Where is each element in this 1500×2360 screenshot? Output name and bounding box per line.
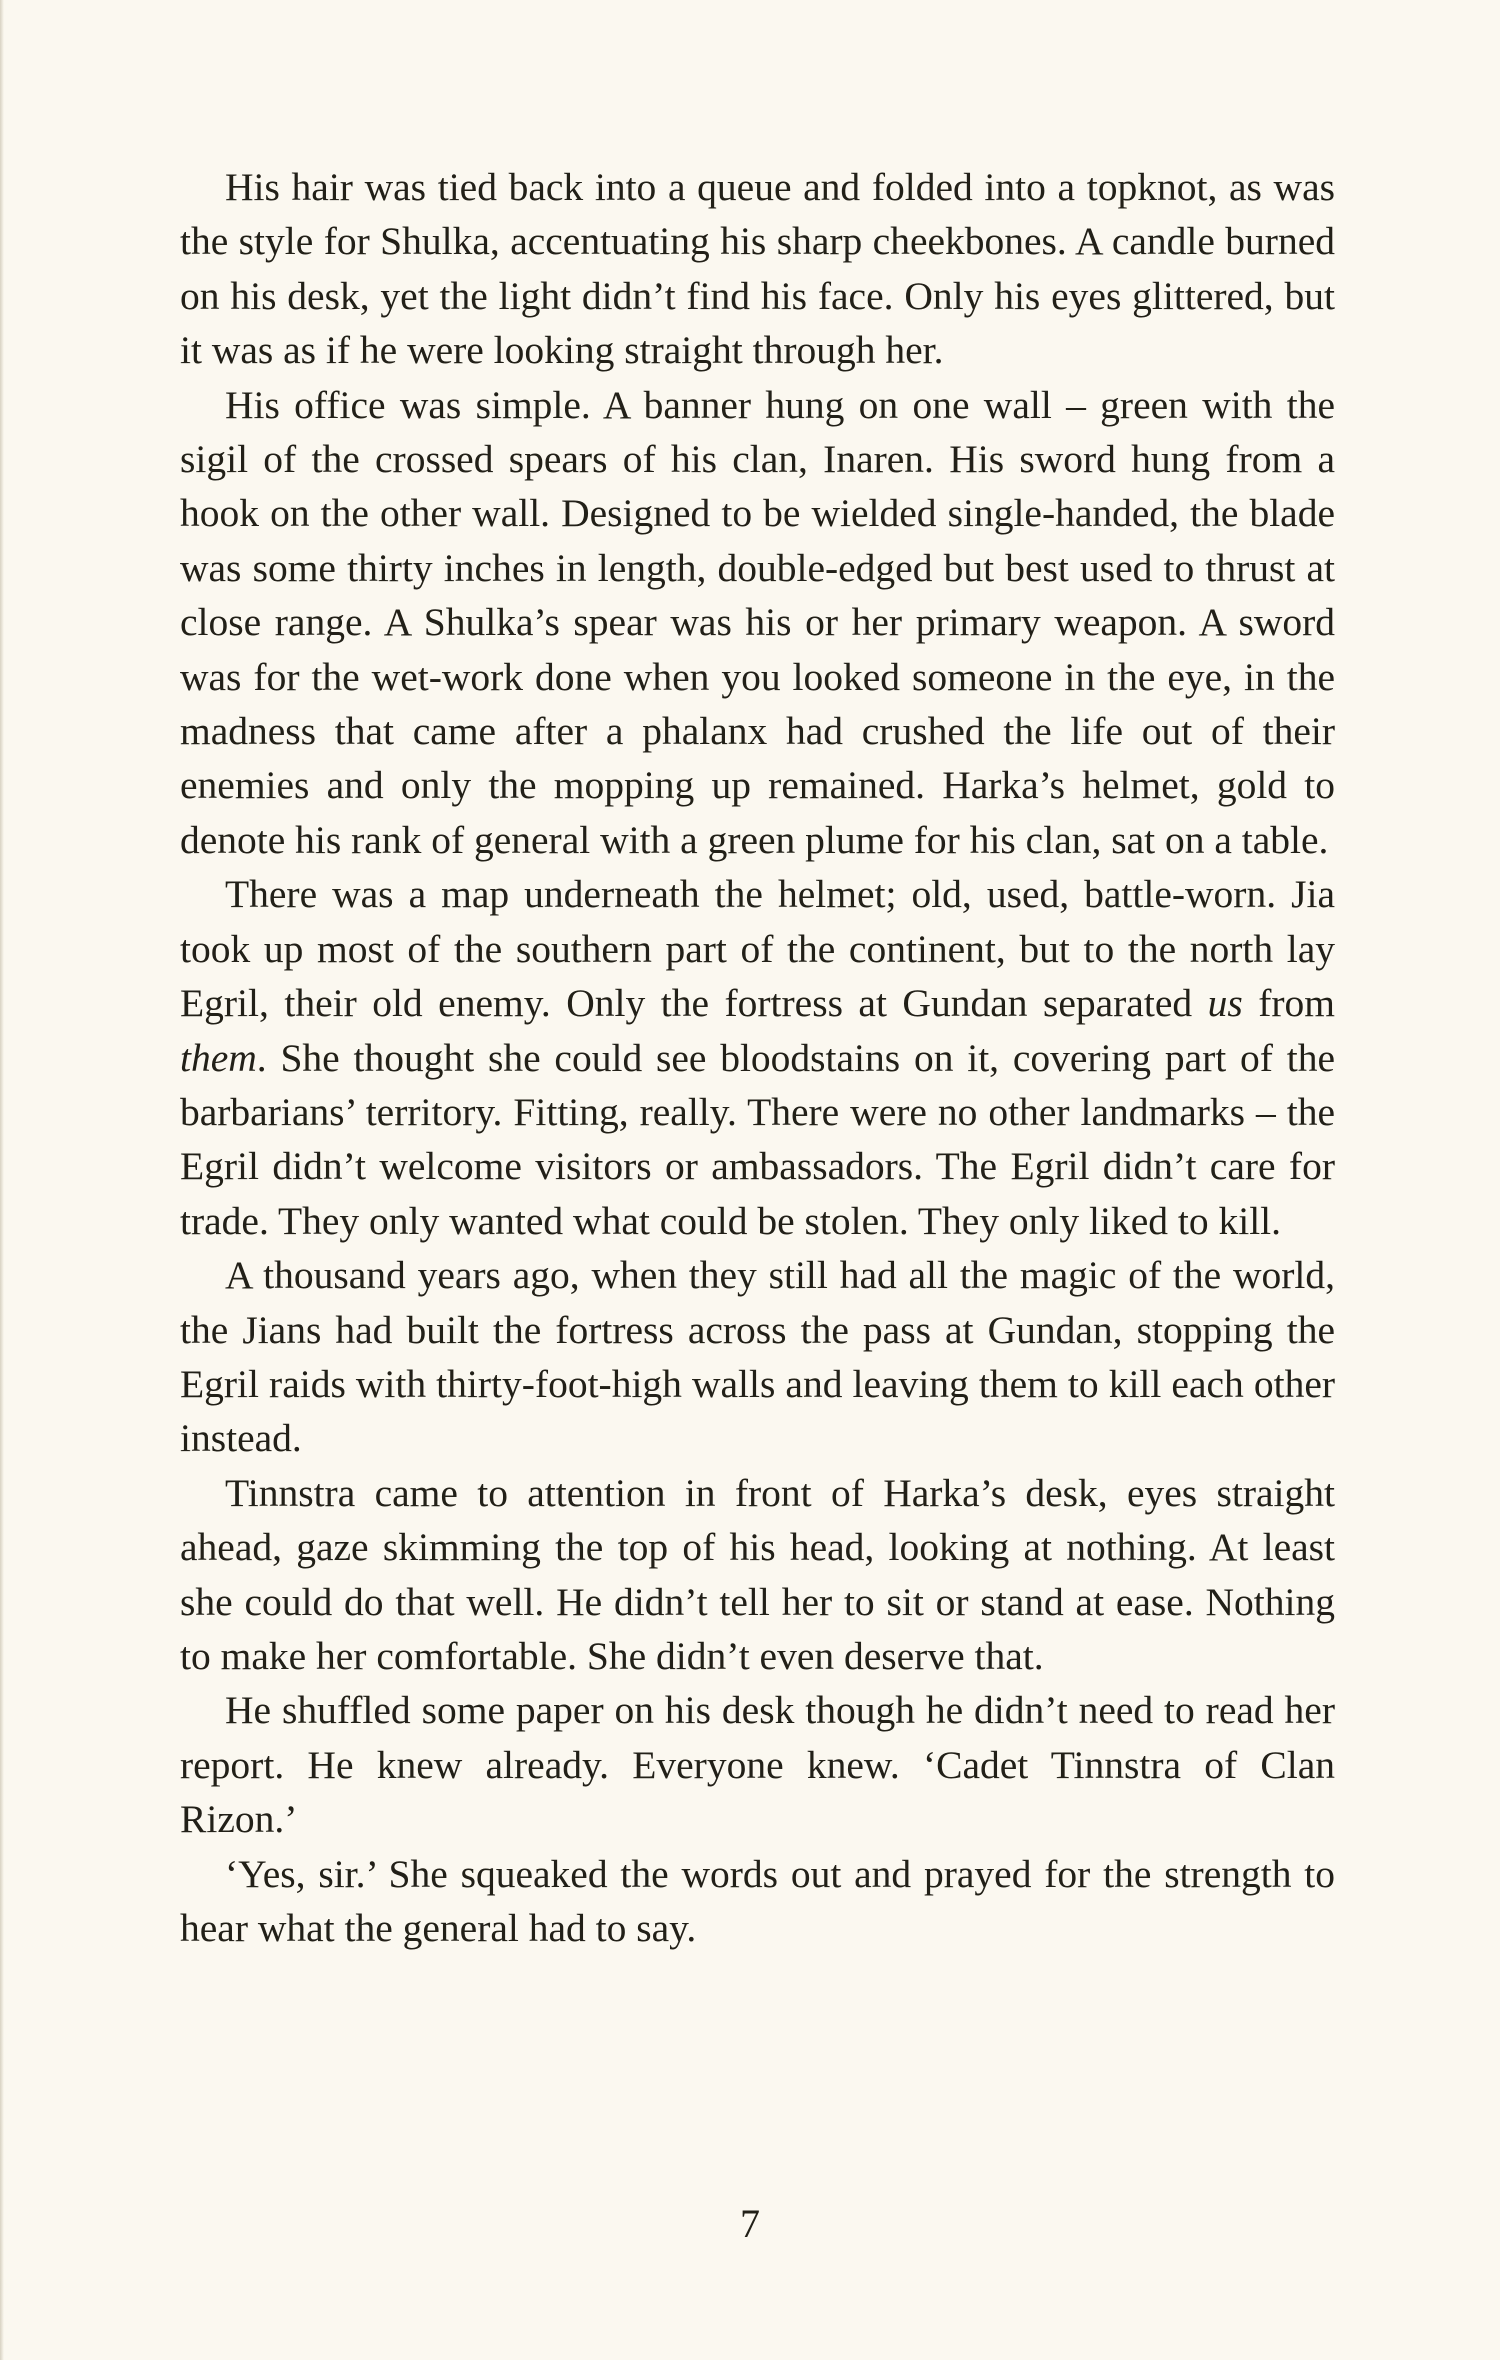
text-run: He shuffled some paper on his desk though he didn’t need to read her report. He knew already. Everyone knew. ‘Cadet Tinnstra of Clan Rizon.’: [180, 1688, 1335, 1842]
paragraph: [180, 1248, 1335, 1466]
text-run: from: [1242, 981, 1335, 1026]
text-run: There was a map underneath the helmet; old, used, battle-worn. Jia took up most of the southern part of the continent, but to the north lay Egril, their old enemy. Only the fortress at Gundan separated: [180, 872, 1335, 1026]
text-run: His office was simple. A banner hung on one wall – green with the sigil of the crossed spears of his clan, Inaren. His sword hung from a hook on the other wall. Designed to be wielded single-handed, the blade was some thirty inches in length, double-edged but best used to thrust at close range. A Shulka’s spear was his or her primary weapon. A sword was for the wet-work done when you looked someone in the eye, in the madness that came after a phalanx had crushed the life out of their enemies and only the mopping up remained. Harka’s helmet, gold to denote his rank of general with a green plume for his clan, sat on a table.: [180, 382, 1335, 862]
text-run: Tinnstra came to attention in front of Harka’s desk, eyes straight ahead, gaze skimming the top of his head, looking at nothing. At least she could do that well. He didn’t tell her to sit or stand at ease. Nothing to make her comfortable. She didn’t even deserve that.: [180, 1470, 1335, 1678]
paragraph: [180, 1683, 1335, 1846]
body-text: [180, 160, 1335, 1955]
page-gutter-edge: [0, 0, 4, 2360]
italic-run: them: [180, 1035, 257, 1080]
text-run: ‘Yes, sir.’ She squeaked the words out and prayed for the strength to hear what the general had to say.: [180, 1851, 1335, 1950]
paragraph: [180, 378, 1335, 868]
paragraph: [180, 1847, 1335, 1956]
italic-run: us: [1207, 981, 1243, 1026]
paragraph: [180, 1466, 1335, 1684]
paragraph: [180, 867, 1335, 1248]
paragraph: [180, 160, 1335, 378]
text-run: A thousand years ago, when they still had all the magic of the world, the Jians had built the fortress across the pass at Gundan, stopping the Egril raids with thirty-foot-high walls and leaving them to kill each other instead.: [180, 1253, 1335, 1461]
page-number: 7: [740, 2201, 760, 2246]
text-run: . She thought she could see bloodstains on it, covering part of the barbarians’ territory. Fitting, really. There were no other landmarks – the Egril didn’t welcome visitors or ambassadors. The Egril didn’t care for trade. They only wanted what could be stolen. They only liked to kill.: [180, 1035, 1335, 1243]
text-run: His hair was tied back into a queue and folded into a topknot, as was the style for Shulka, accentuating his sharp cheekbones. A candle burned on his desk, yet the light didn’t find his face. Only his eyes glittered, but it was as if he were looking straight through her.: [180, 165, 1335, 373]
